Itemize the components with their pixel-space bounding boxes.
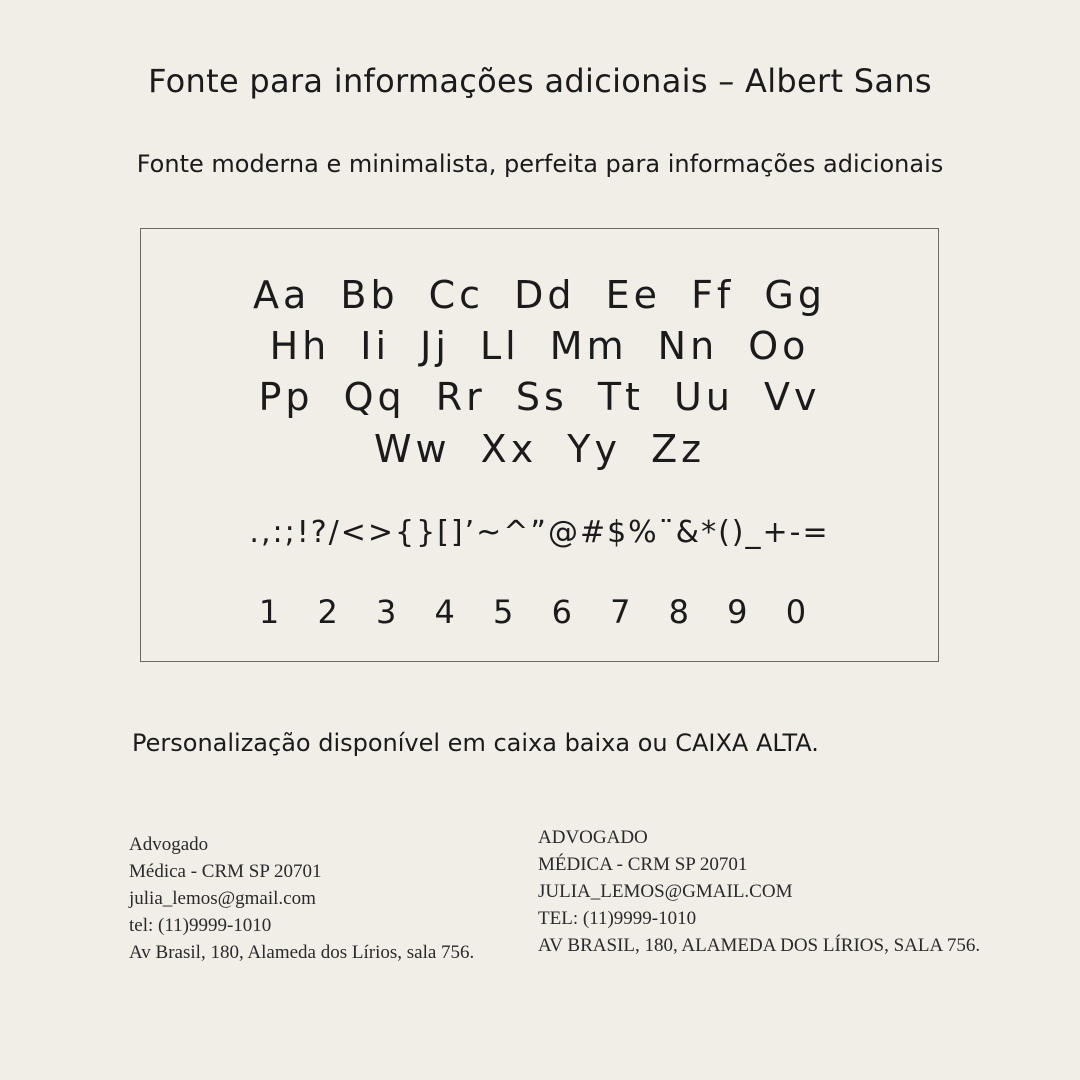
alphabet-line-3: Pp Qq Rr Ss Tt Uu Vv (258, 375, 821, 419)
alphabet-line-4: Ww Xx Yy Zz (373, 427, 706, 471)
lowercase-sample-line: Médica - CRM SP 20701 (129, 861, 322, 882)
uppercase-sample-line: TEL: (11)9999-1010 (538, 908, 697, 929)
uppercase-sample-line: AV BRASIL, 180, ALAMEDA DOS LÍRIOS, SALA 756. (538, 935, 981, 956)
uppercase-sample-line: MÉDICA - CRM SP 20701 (538, 854, 748, 875)
page-title: Fonte para informações adicionais – Albert Sans (148, 62, 932, 100)
lowercase-sample-line: tel: (11)9999-1010 (129, 915, 272, 936)
alphabet-line-1: Aa Bb Cc Dd Ee Ff Gg (253, 273, 826, 317)
uppercase-sample-block (538, 824, 980, 959)
uppercase-sample-line: JULIA_LEMOS@GMAIL.COM (538, 881, 793, 902)
lowercase-sample-block (129, 831, 474, 966)
lowercase-sample-line: Av Brasil, 180, Alameda dos Lírios, sala 756. (129, 942, 475, 963)
lowercase-sample-line: Advogado (129, 834, 209, 855)
page-subtitle: Fonte moderna e minimalista, perfeita para informações adicionais (136, 150, 944, 178)
customization-note: Personalização disponível em caixa baixa ou CAIXA ALTA. (132, 729, 819, 757)
font-specimen-box (140, 228, 939, 662)
uppercase-sample-line: ADVOGADO (538, 827, 648, 848)
lowercase-sample-line: julia_lemos@gmail.com (129, 888, 316, 909)
symbols-line: .,:;!?/<>{}[]’~^”@#$%¨&*()_+-= (249, 515, 830, 550)
alphabet-line-2: Hh Ii Jj Ll Mm Nn Oo (269, 324, 810, 368)
digits-line: 1 2 3 4 5 6 7 8 9 0 (258, 593, 821, 631)
